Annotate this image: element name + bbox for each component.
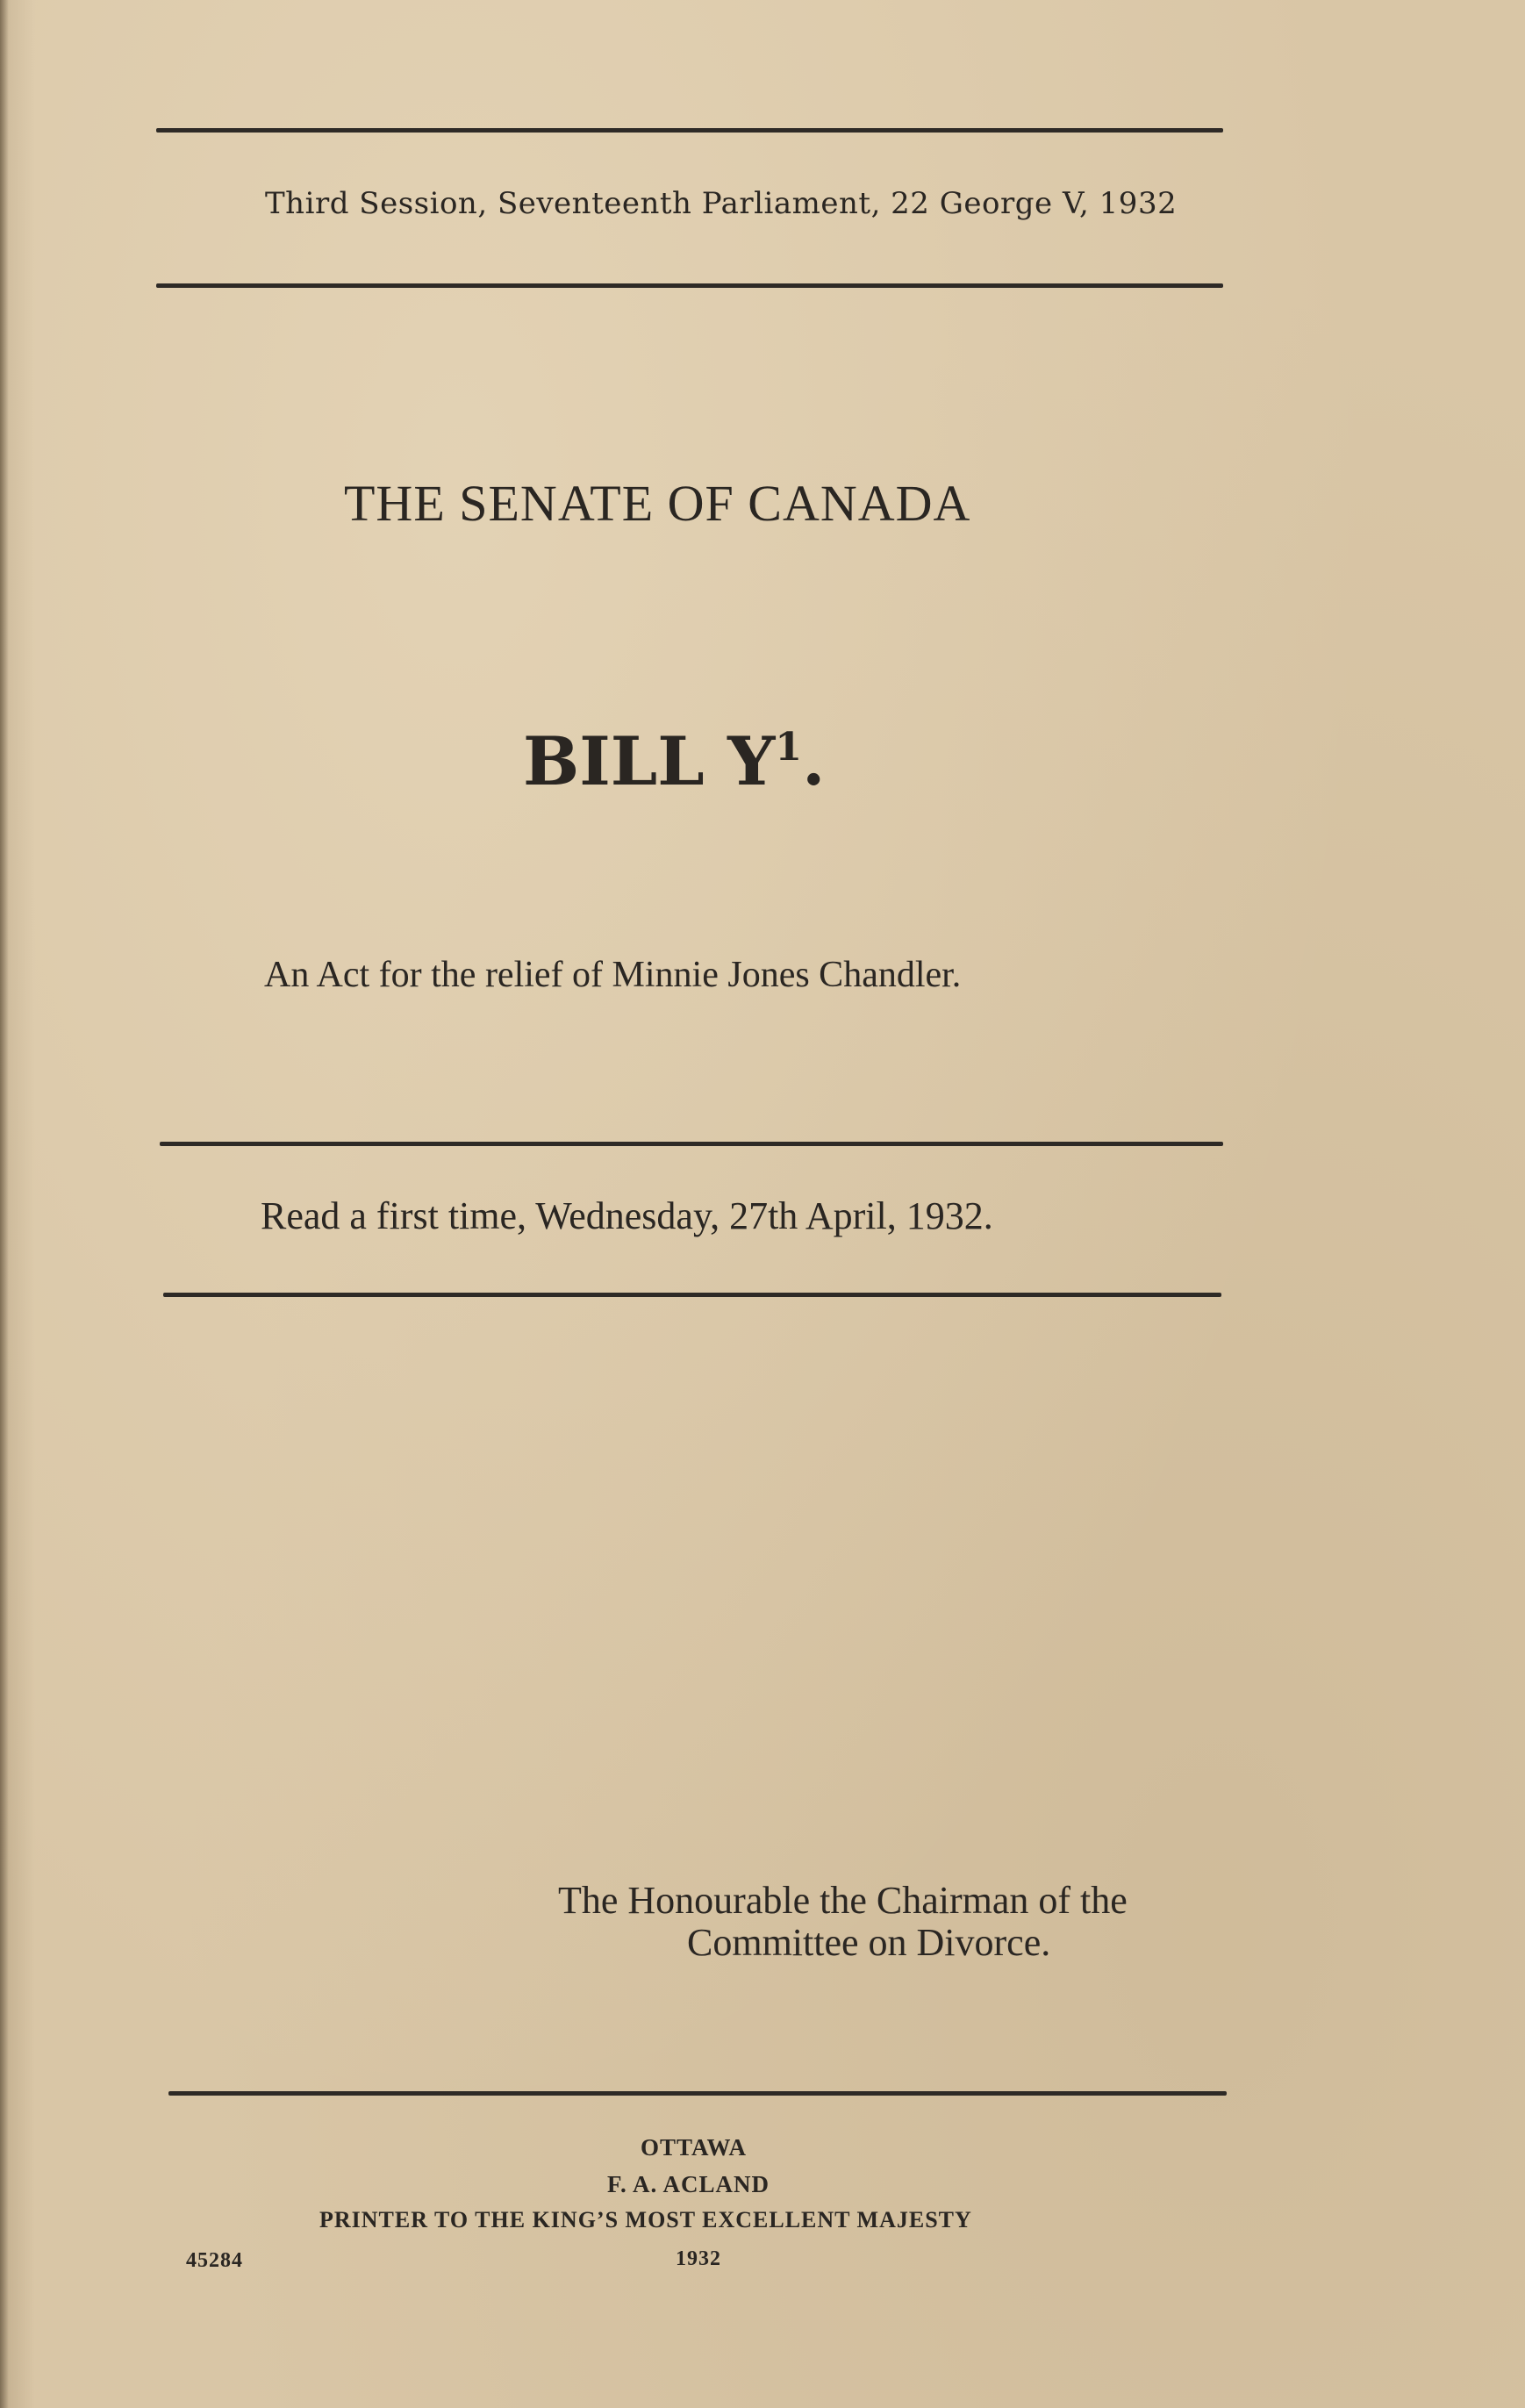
bill-label: BILL Y [523, 722, 776, 800]
sponsor-line-2: Committee on Divorce. [687, 1921, 1051, 1964]
sponsor-line-1: The Honourable the Chairman of the [558, 1879, 1128, 1922]
imprint-job-number: 45284 [186, 2249, 243, 2272]
bill-superscript: 1 [775, 725, 802, 770]
imprint-printer-title: PRINTER TO THE KING’S MOST EXCELLENT MAJESTY [319, 2207, 972, 2232]
senate-title: THE SENATE OF CANADA [344, 475, 971, 532]
header-bottom-rule [156, 283, 1223, 288]
bill-period: . [802, 722, 826, 800]
page-edge [0, 0, 9, 2408]
reading-bottom-rule [163, 1293, 1221, 1297]
session-line: Third Session, Seventeenth Parliament, 22 George V, 1932 [265, 186, 1178, 221]
bill-title [523, 722, 825, 800]
imprint-printer-name: F. A. ACLAND [607, 2171, 770, 2197]
imprint-year: 1932 [676, 2247, 721, 2270]
top-rule [156, 128, 1223, 133]
imprint-city: OTTAWA [641, 2134, 748, 2161]
act-bottom-rule [160, 1142, 1223, 1146]
first-reading-line: Read a first time, Wednesday, 27th April, 1932. [261, 1194, 993, 1237]
act-title: An Act for the relief of Minnie Jones Chandler. [264, 955, 962, 995]
imprint-top-rule [168, 2091, 1227, 2096]
